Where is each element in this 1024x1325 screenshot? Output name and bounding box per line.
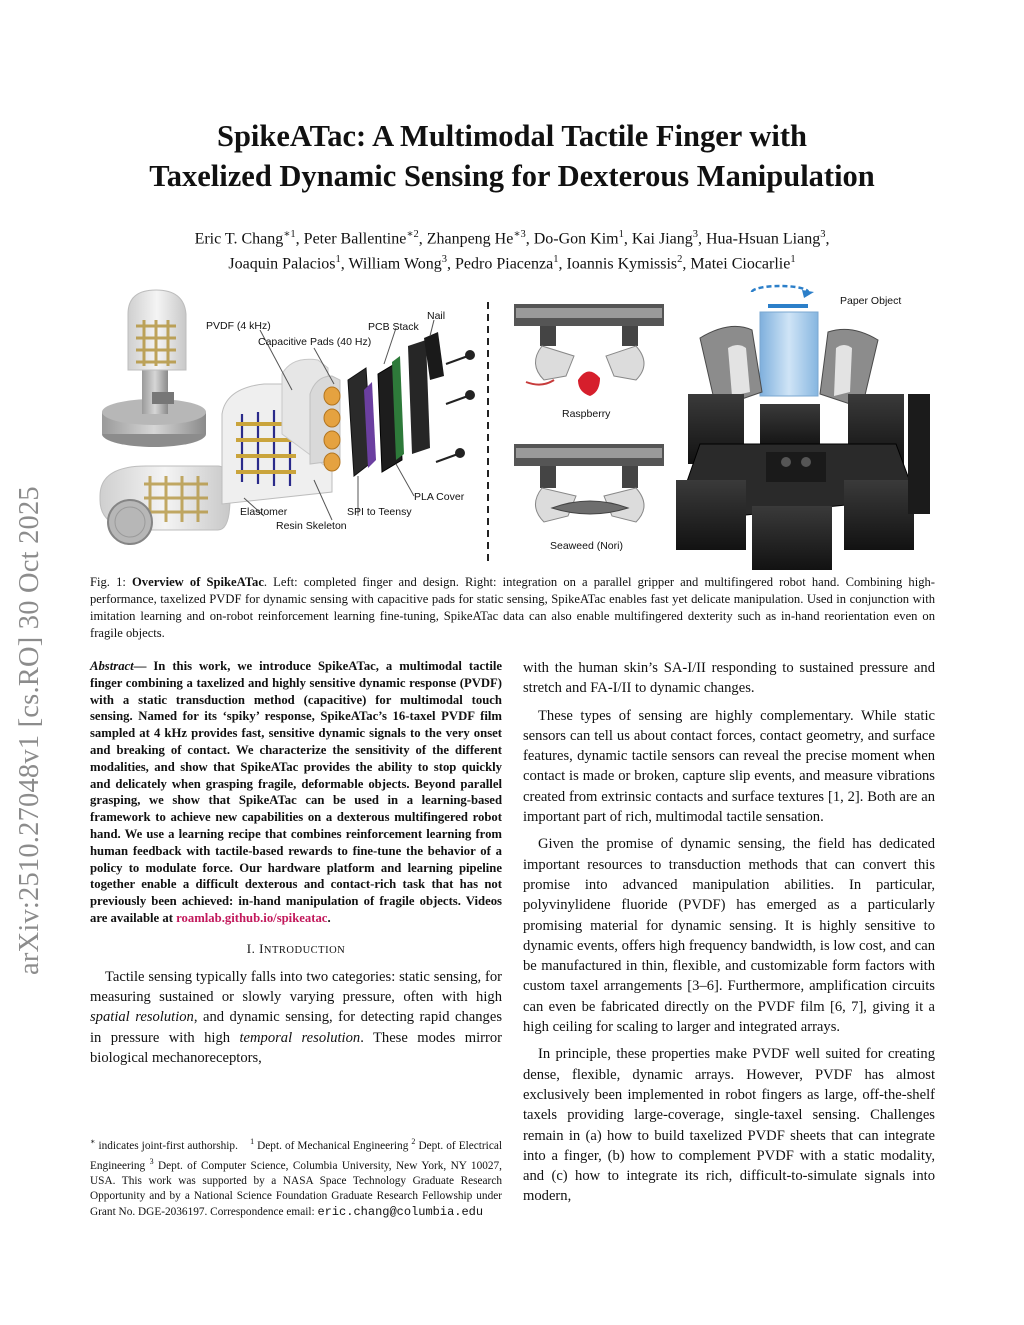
intro-text-b: , and dynamic sensing, for detecting rapid changes in pressure with high: [90, 1009, 503, 1046]
author-name: Joaquin Palacios: [228, 255, 336, 273]
caption-label: Fig. 1:: [90, 575, 126, 589]
intro-emphasis-temporal: temporal resolution: [239, 1029, 361, 1046]
author-name: Hua-Hsuan Liang: [706, 230, 821, 248]
abstract-lead: Abstract: [90, 659, 134, 673]
intro-paragraph-1: [90, 967, 502, 1068]
author-affiliation-mark: 2: [677, 254, 683, 266]
section-heading-introduction: [90, 941, 502, 957]
exploded-view-diagram: [222, 320, 474, 520]
author-affiliation-mark: 1: [553, 254, 559, 266]
abstract-dash: —: [133, 659, 154, 673]
finger-on-stand-photo: [102, 290, 206, 447]
figure-1: [96, 284, 932, 574]
author-affiliation-mark: 3: [820, 229, 826, 240]
section-number: I.: [246, 940, 256, 956]
right-paragraph-3: In principle, these properties make PVDF well suited for creating dense, flexible, dynamic arrays. However, PVDF has almost exclusively been implemented in robot fingers as large, off-the-shelf taxels providing large-coverage, single-taxel sensing. Challenges remain in (a) how to build taxelized PVDF sheets that can integrate into a finger, (b) how to complement PVDF with a static modality, and (c) how to integrate its rich, difficult-to-simulate signals into modern,: [523, 1046, 935, 1205]
authors-line-2: Joaquin Palacios$^1$, William Wong$^3$, Pedro Piacenza$^1$, Ioannis Kymissis$^2$, Matei Ciocarlie$^1$: [228, 254, 796, 273]
footnote-dept-3: Dept. of Computer Science, Columbia University, New York, NY 10027, USA.: [90, 1159, 502, 1188]
author-name: Zhanpeng He: [426, 230, 514, 248]
label-pla-cover: PLA Cover: [414, 491, 465, 503]
author-name: Kai Jiang: [631, 230, 693, 248]
right-column: [523, 658, 935, 1207]
title-line-1: SpikeATac: A Multimodal Tactile Finger with: [216, 119, 807, 153]
label-nail: Nail: [427, 310, 446, 322]
author-affiliation-mark: 1: [335, 254, 341, 266]
footnote-star: ∗: [90, 1137, 96, 1146]
author-name: Eric T. Chang: [194, 230, 284, 248]
right-paragraph-1: These types of sensing are highly complementary. While static sensors can tell us about contact forces, contact geometry, and surface features, dynamic tactile sensors can reveal the precise moment when contact is made or broken, capture slip events, and measure vibrations created from extrinsic contacts and surface textures [1, 2]. Both are an important part of rich, multimodal tactile sensation.: [523, 707, 935, 826]
caption-bold: Overview of SpikeATac: [132, 575, 264, 589]
footnote: ∗ indicates joint-first authorship. $^1$ Dept. of Mechanical Engineering $^2$ Dept. of Electrical Engineering $^3$ Dept. of Computer Science, Columbia University, New York, NY 10027, USA. This work was supported by a NASA Space Technology Graduate Research Opportunity and by a National Science Foundation Graduate Research Fellowship under Grant No. DGE-2036197. Correspondence email: eric.chang@columbia.edu: [90, 1137, 502, 1219]
label-pvdf: PVDF (4 kHz): [206, 320, 271, 332]
caption-text: . Left: completed finger and design. Right: integration on a parallel gripper and multifingered robot hand. Combining high-performance, taxelized PVDF for dynamic sensing with capacitive pads for static sensing, SpikeATac enables fast yet delicate manipulation. Used in conjunction with imitation learning and on-robot reinforcement learning fine-tuning, SpikeATac data can also enable multifingered dexterity such as in-hand reorientation even on fragile objects.: [90, 575, 935, 640]
author-affiliation-mark: 1: [790, 254, 796, 266]
label-raspberry: Raspberry: [562, 408, 611, 420]
footnote-dept-2: Dept. of Electrical Engineering: [90, 1139, 502, 1172]
finger-with-coin-photo: [100, 466, 230, 544]
label-seaweed: Seaweed (Nori): [550, 540, 623, 552]
label-resin-skeleton: Resin Skeleton: [276, 520, 347, 532]
author-list: [80, 224, 944, 275]
abstract: [90, 658, 502, 927]
author-affiliation-mark: 3: [692, 229, 698, 240]
gripper-raspberry-photo: [514, 304, 664, 396]
figure-caption: [90, 574, 935, 642]
label-elastomer: Elastomer: [240, 506, 288, 518]
gripper-seaweed-photo: [514, 444, 664, 522]
author-affiliation-mark: ∗2: [406, 229, 419, 240]
intro-text-c: . These modes mirror biological mechanoreceptors,: [90, 1029, 503, 1066]
title-line-2: Taxelized Dynamic Sensing for Dexterous Manipulation: [149, 159, 875, 193]
multifinger-hand-photo: [676, 286, 930, 570]
footnote-dept-1: Dept. of Mechanical Engineering: [254, 1139, 412, 1152]
label-paper-object: Paper Object: [840, 295, 902, 307]
label-capacitive-pads: Capacitive Pads (40 Hz): [258, 336, 372, 348]
right-paragraph-2: Given the promise of dynamic sensing, the field has dedicated important resources to transduction methods that can convert this promise into advanced manipulation abilities. In particular, polyvinylidene fluoride (PVDF) has emerged as a particularly promising material for dynamic sensing. It is highly sensitive to dynamic events, offers high frequency bandwidth, is low cost, and can be manufactured in thin, flexible, and customizable form factors with custom taxel arrangements [3–6]. Furthermore, amplification circuits can even be fabricated directly on the PVDF film [6, 7], giving it a high ceiling for scaling to larger and integrated arrays.: [523, 836, 935, 1036]
right-paragraph-0: with the human skin’s SA-I/II responding to sustained pressure and stretch and FA-I/II to dynamic changes.: [523, 660, 935, 697]
section-rest: NTRODUCTION: [263, 944, 346, 956]
author-name: Pedro Piacenza: [455, 255, 554, 273]
author-name: Do-Gon Kim: [533, 230, 619, 248]
author-name: Peter Ballentine: [303, 230, 407, 248]
project-link[interactable]: roamlab.github.io/spikeatac: [176, 910, 328, 925]
arxiv-sidebar-id: arXiv:2510.27048v1 [cs.RO] 30 Oct 2025: [14, 486, 45, 975]
author-affiliation-mark: ∗1: [283, 229, 296, 240]
authors-line-1: Eric T. Chang$^{∗1}$, Peter Ballentine$^{∗2}$, Zhanpeng $He^{∗3}$, Do-Gon Kim$^1$, Kai Jiang$^3$, Hua-Hsuan Liang$^3$,: [194, 229, 830, 248]
author-name: Matei Ciocarlie: [690, 255, 791, 273]
intro-emphasis-spatial: spatial resolution: [90, 1009, 194, 1026]
label-spi-to-teensy: SPI to Teensy: [347, 506, 412, 518]
label-pcb-stack: PCB Stack: [368, 321, 419, 333]
author-name: William Wong: [348, 255, 442, 273]
section-initial: I: [259, 940, 264, 956]
footnote-support: This work was supported by a NASA Space Technology Graduate Research Opportunity and by a National Science Foundation Graduate Research Fellowship under Grant No. DGE-2036197. Correspondence email:: [90, 1175, 502, 1218]
correspondence-email[interactable]: eric.chang@columbia.edu: [317, 1204, 484, 1219]
paper-title: [60, 116, 964, 196]
footnote-joint: indicates joint-first authorship.: [95, 1139, 238, 1152]
author-name: Ioannis Kymissis: [566, 255, 678, 273]
author-affiliation-mark: 1: [618, 229, 624, 240]
left-column: [90, 658, 502, 1068]
abstract-end: .: [327, 910, 331, 925]
author-affiliation-mark: ∗3: [513, 229, 526, 240]
author-affiliation-mark: 3: [441, 254, 448, 266]
abstract-body: In this work, we introduce SpikeATac, a multimodal tactile finger combining a taxelized and highly sensitive dynamic response (PVDF) with a static transduction method (capacitive) for multimodal touch sensing. Named for its ‘spiky’ response, SpikeATac’s 16-taxel PVDF film sampled at 4 kHz provides fast, sensitive dynamic signals to the very onset and breaking of contact. We characterize the sensitivity of the different modalities, and show that SpikeATac provides the ability to stop quickly and delicately when grasping fragile, deformable objects. Beyond parallel grasping, we show that SpikeATac can be used in a learning-based framework to achieve new capabilities on a dexterous multifingered robot hand. We use a learning recipe that combines reinforcement learning from human feedback with tactile-based rewards to fine-tune the behavior of a policy to modulate force. Our hardware platform and learning pipeline together enable a difficult dexterous and contact-rich task that has not previously been achieved: in-hand manipulation of fragile objects. Videos are available at: [90, 659, 503, 925]
intro-text-a: Tactile sensing typically falls into two categories: static sensing, for measuring sustained or slowly varying pressure, often with high: [90, 968, 502, 1006]
